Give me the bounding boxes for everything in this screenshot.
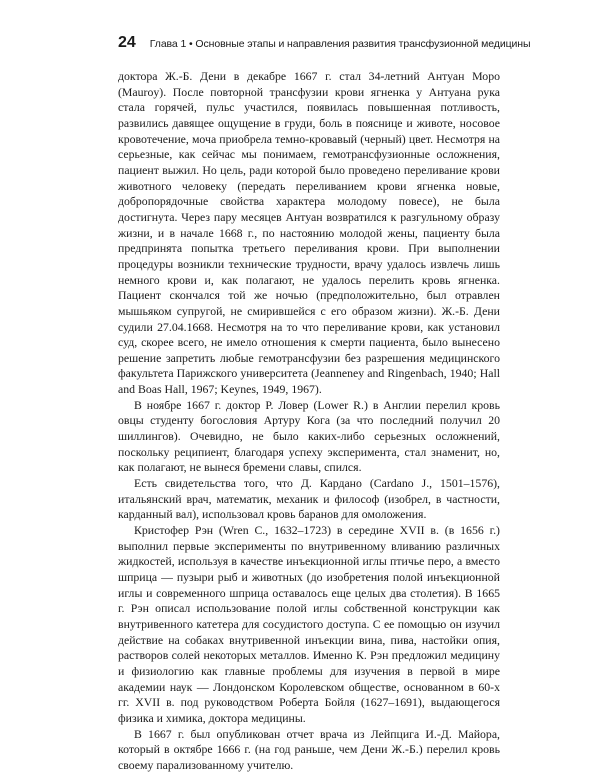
page-number: 24 xyxy=(118,34,136,51)
page-header xyxy=(118,34,531,52)
running-head: Глава 1 • Основные этапы и направления развития трансфузионной медицины xyxy=(149,38,531,50)
paragraph: В ноябре 1667 г. доктор Р. Ловер (Lower R.) в Англии перелил кровь овцы студенту богословия Артуру Кога (за что последний получил 20 шиллингов). Очевидно, не было каких-либо серьезных осложнений, поскольку реципиент, благодаря успеху эксперимента, стал знаменит, но, как полагают, не вынеся бремени славы, спился. xyxy=(118,397,500,475)
paragraph: доктора Ж.-Б. Дени в декабре 1667 г. стал 34-летний Антуан Моро (Mauroy). После повторной трансфузии крови ягненка у Антуана рука стала горячей, пульс участился, появилась повышенная потливость, развились давящее ощущение в груди, боль в пояснице и животе, носовое кровотечение, моча приобрела темно-кровавый (черный) цвет. Несмотря на серьезные, как сейчас мы понимаем, гемотрансфузионные осложнения, пациент выжил. Но цель, ради которой было проведено переливание крови животного человеку (передать переливанием крови ягненка новые, добропорядочные свойства характера молодому повесе), не была достигнута. Через пару месяцев Антуан возвратился к разгульному образу жизни, и в начале 1668 г., по настоянию молодой жены, пациенту была предпринята попытка третьего переливания крови. При выполнении процедуры возникли технические трудности, врачу удалось извлечь лишь немного крови и, как полагают, не удалось перелить кровь ягненка. Пациент скончался той же ночью (предположительно, был отравлен мышьяком супругой, не смирившейся с его образом жизни). Ж.-Б. Дени судили 27.04.1668. Несмотря на то что переливание крови, как установил суд, скорее всего, не имело отношения к смерти пациента, было вынесено решение запретить любые гемотрансфузии без разрешения медицинского факультета Парижского университета (Jeanneney and Ringenbach, 1940; Hall and Boas Hall, 1967; Keynes, 1949, 1967). xyxy=(118,69,500,397)
paragraph: В 1667 г. был опубликован отчет врача из Лейпцига И.-Д. Майора, который в октябре 1666 г. (на год раньше, чем Дени Ж.-Б.) перелил кровь своему парализованному учителю. xyxy=(118,726,500,772)
body-text xyxy=(118,69,500,774)
paragraph: Есть свидетельства того, что Д. Кардано (Cardano J., 1501–1576), итальянский врач, математик, механик и философ (изобрел, в частности, карданный вал), использовал кровь баранов для омоложения. xyxy=(118,476,500,522)
paragraph: Кристофер Рэн (Wren C., 1632–1723) в середине XVII в. (в 1656 г.) выполнил первые эксперименты по внутривенному вливанию различных жидкостей, используя в качестве инъекционной иглы птичье перо, а вместо шприца — пузыри рыб и животных (до изобретения полой инъекционной иглы и современного шприца оставалось еще целых два столетия). В 1665 г. Рэн описал использование полой иглы собственной конструкции как внутривенного катетера для сосудистого доступа. С ее помощью он изучил действие на собаках внутривенной инъекции вина, пива, настойки опия, растворов солей некоторых металлов. Именно К. Рэн предложил медицину и физиологию как главные проблемы для изучения в первой в мире академии наук — Лондонском Королевском обществе, основанном в 60-х гг. XVII в. под руководством Роберта Бойля (1627–1691), выдающегося физика и химика, доктора медицины. xyxy=(118,523,500,725)
